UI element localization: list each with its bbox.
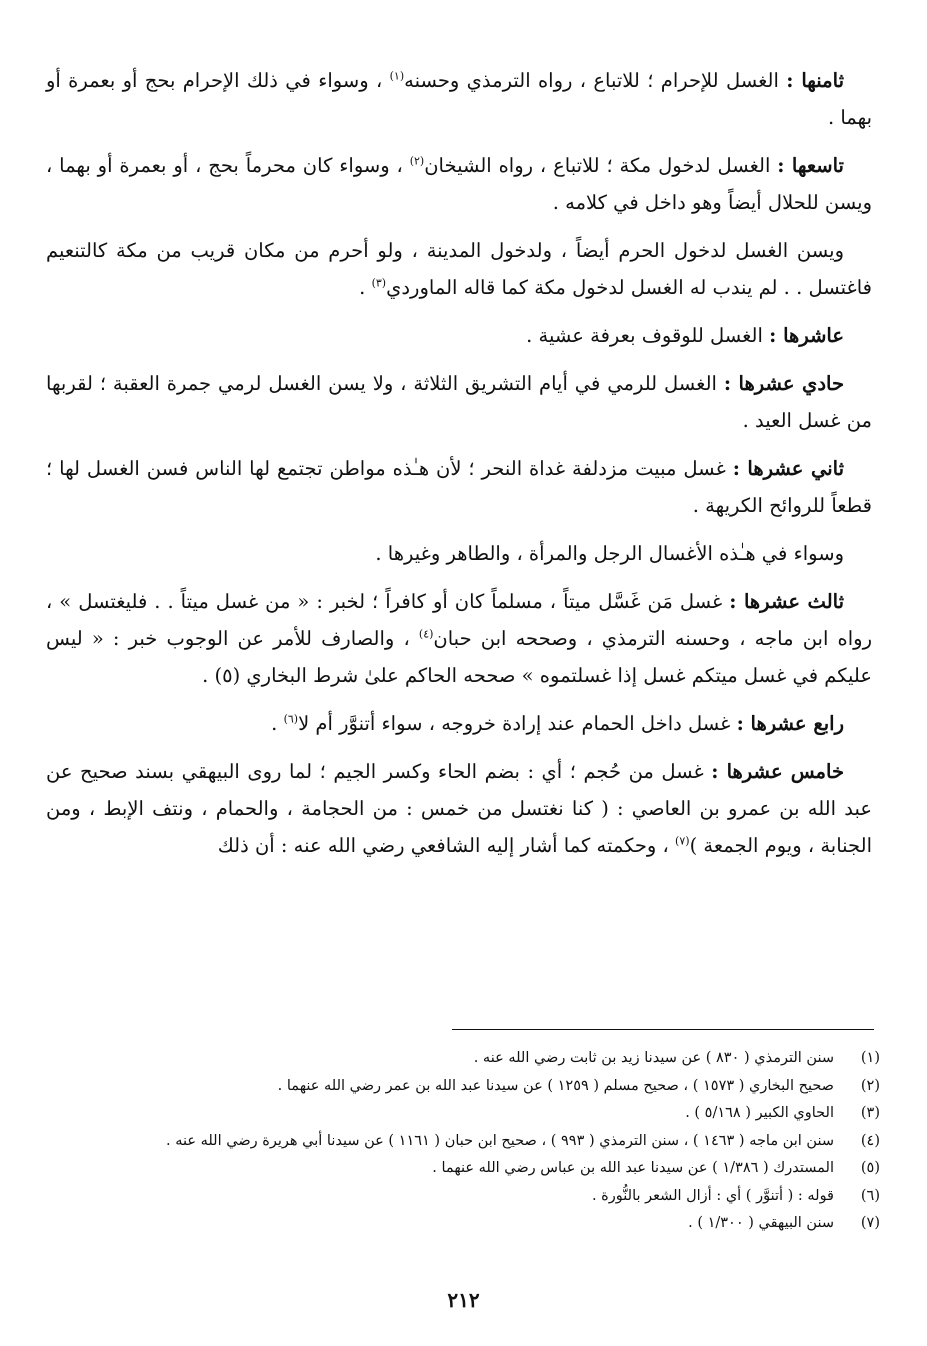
footnotes [60, 1045, 880, 1238]
paragraph-text: الغسل للإحرام ؛ للاتباع ، رواه الترمذي وحسنه [404, 69, 787, 92]
footnote-ref: (١) [389, 69, 405, 83]
footnote-item [60, 1073, 880, 1101]
paragraph-tail: ، والصارف للأمر عن الوجوب خبر : « ليس عليكم في غسل ميتكم غسل إذا غسلتموه » صححه الحاكم علىٰ شرط البخاري (٥) . [46, 627, 872, 687]
paragraph-thani-ashar [46, 450, 872, 524]
paragraph-text: غسل مبيت مزدلفة غداة النحر ؛ لأن هـٰذه مواطن تجتمع لها الناس فسن الغسل لها ؛ قطعاً للروائح الكريهة . [46, 457, 872, 517]
footnote-number: (١) [860, 1050, 880, 1066]
paragraph-hadi-ashar [46, 365, 872, 439]
paragraph-text: غسل من حُجم ؛ أي : بضم الحاء وكسر الجيم ؛ لما روى البيهقي بسند صحيح عن عبد الله بن عمرو بن العاصي : ( كنا نغتسل من خمس : من الحجامة ، والحمام ، ونتف الإبط ، ومن الجنابة ، ويوم الجمعة ) [46, 760, 872, 857]
paragraph-text: الغسل لدخول مكة ؛ للاتباع ، رواه الشيخان [424, 154, 778, 177]
paragraph-text: الغسل للرمي في أيام التشريق الثلاثة ، ولا يسن الغسل لرمي جمرة العقبة ؛ لقربها من غسل العيد . [46, 372, 872, 432]
footnote-item [60, 1210, 880, 1238]
paragraph-tail: ، وحكمته كما أشار إليه الشافعي رضي الله عنه : أن ذلك [217, 834, 676, 857]
footnote-number: (٢) [860, 1077, 880, 1094]
main-text [46, 62, 872, 875]
paragraph-lead: ثاني عشرها : [732, 457, 844, 480]
footnote-text: قوله : ( أتنوَّر ) أي : أزال الشعر بالنُّورة . [591, 1187, 834, 1204]
paragraph-thamin [46, 62, 872, 136]
paragraph-tail: . [271, 712, 284, 735]
paragraph-text: غسل داخل الحمام عند إرادة خروجه ، سواء أتنوَّر أم لا [298, 712, 737, 735]
paragraph-tail: . [359, 276, 372, 299]
paragraph-thalith-ashar [46, 583, 872, 694]
footnote-item [60, 1100, 880, 1128]
footnote-number: (٤) [860, 1132, 880, 1149]
footnote-text: سنن الترمذي ( ٨٣٠ ) عن سيدنا زيد بن ثابت رضي الله عنه . [473, 1050, 834, 1066]
footnote-ref: (٤) [418, 627, 434, 641]
footnote-number: (٣) [860, 1105, 880, 1121]
footnote-text: الحاوي الكبير ( ٥/١٦٨ ) . [685, 1105, 834, 1121]
footnote-number: (٦) [860, 1187, 880, 1204]
paragraph-haram [46, 232, 872, 306]
footnote-divider [452, 1029, 874, 1030]
footnote-item [60, 1045, 880, 1073]
paragraph-lead: عاشرها : [769, 324, 844, 347]
paragraph-lead: رابع عشرها : [736, 712, 844, 735]
footnote-item [60, 1155, 880, 1183]
footnote-number: (٥) [860, 1160, 880, 1176]
paragraph-tail: ، وسواء في ذلك الإحرام بحج أو بعمرة أو بهما . [46, 69, 872, 129]
paragraph-text: غسل مَن غَسَّل ميتاً ، مسلماً كان أو كافراً ؛ لخبر : « من غسل ميتاً . . فليغتسل » ، رواه ابن ماجه ، وحسنه الترمذي ، وصححه ابن حبان [46, 590, 872, 650]
footnote-ref: (٢) [409, 154, 425, 168]
footnote-item [60, 1183, 880, 1211]
paragraph-lead: خامس عشرها : [711, 760, 844, 783]
footnote-ref: (٣) [371, 276, 387, 290]
paragraph-khamis-ashar [46, 753, 872, 864]
footnote-text: سنن ابن ماجه ( ١٤٦٣ ) ، سنن الترمذي ( ٩٩٣ ) ، صحيح ابن حبان ( ١١٦١ ) عن سيدنا أبي هريرة رضي الله عنه . [165, 1132, 834, 1149]
paragraph-tasi [46, 147, 872, 221]
paragraph-lead: ثالث عشرها : [729, 590, 845, 613]
paragraph-text: الغسل للوقوف بعرفة عشية . [526, 324, 770, 347]
paragraph-tail: ، وسواء كان محرماً بحج ، أو بعمرة أو بهما ، ويسن للحلال أيضاً وهو داخل في كلامه . [46, 154, 872, 214]
footnote-text: المستدرك ( ١/٣٨٦ ) عن سيدنا عبد الله بن عباس رضي الله عنهما . [432, 1160, 834, 1176]
footnote-text: صحيح البخاري ( ١٥٧٣ ) ، صحيح مسلم ( ١٢٥٩ ) عن سيدنا عبد الله بن عمر رضي الله عنهما . [277, 1077, 834, 1094]
paragraph-ashir [46, 317, 872, 354]
footnote-text: سنن البيهقي ( ١/٣٠٠ ) . [688, 1215, 834, 1231]
footnote-item [60, 1128, 880, 1156]
paragraph-lead: حادي عشرها : [723, 372, 845, 395]
footnote-number: (٧) [860, 1215, 880, 1231]
page-number: ٢١٢ [447, 1288, 480, 1312]
paragraph-text: وسواء في هـٰذه الأغسال الرجل والمرأة ، والطاهر وغيرها . [375, 542, 844, 565]
paragraph-rabi-ashar [46, 705, 872, 742]
footnote-ref: (٦) [283, 712, 299, 726]
paragraph-lead: ثامنها : [786, 69, 844, 92]
paragraph-text: ويسن الغسل لدخول الحرم أيضاً ، ولدخول المدينة ، ولو أحرم من مكان قريب من مكة كالتنعيم فاغتسل . . لم يندب له الغسل لدخول مكة كما قاله الماوردي [46, 239, 872, 299]
paragraph-sawa [46, 535, 872, 572]
footnote-ref: (٧) [675, 834, 690, 848]
paragraph-lead: تاسعها : [777, 154, 844, 177]
